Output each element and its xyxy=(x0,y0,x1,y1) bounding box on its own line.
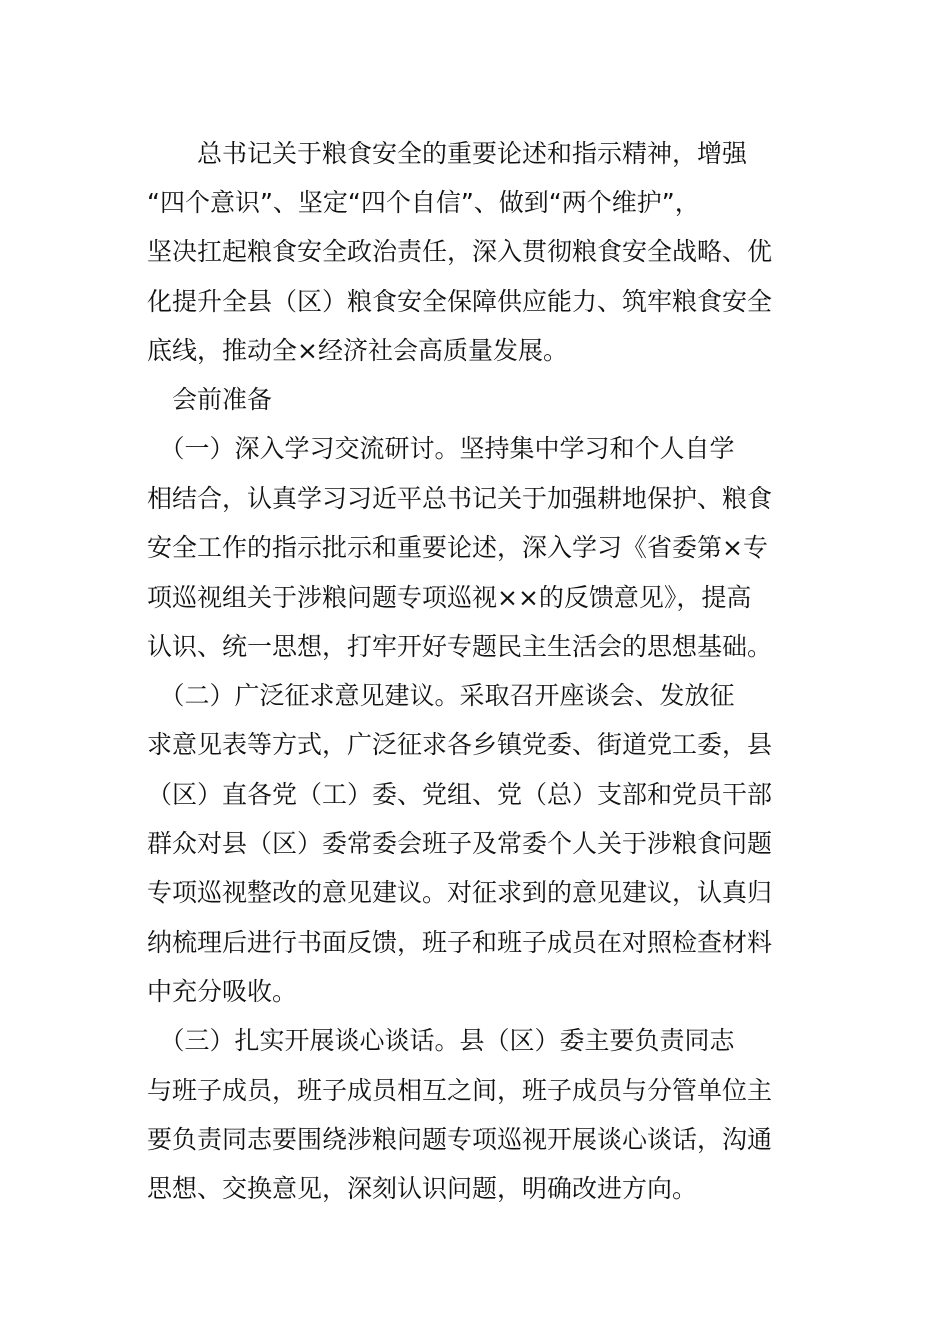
text-line: 安全工作的指示批示和重要论述，深入学习《省委第×专 xyxy=(147,533,768,562)
text-line: 底线，推动全×经济社会高质量发展。 xyxy=(147,336,568,365)
text-line: 纳梳理后进行书面反馈，班子和班子成员在对照检查材料 xyxy=(147,928,773,957)
text-line: 总书记关于粮食安全的重要论述和指示精神，增强 xyxy=(147,139,748,168)
text-line: 思想、交换意见，深刻认识问题，明确改进方向。 xyxy=(147,1174,698,1203)
text-line: 与班子成员，班子成员相互之间，班子成员与分管单位主 xyxy=(147,1076,773,1105)
text-line: 要负责同志要围绕涉粮问题专项巡视开展谈心谈话，沟通 xyxy=(147,1125,773,1154)
text-line: （一）深入学习交流研讨。坚持集中学习和个人自学 xyxy=(147,434,735,463)
section-heading: 会前准备 xyxy=(147,385,273,414)
text-line: 项巡视组关于涉粮问题专项巡视××的反馈意见》，提高 xyxy=(147,583,752,612)
text-line: “四个意识”、坚定“四个自信”、做到“两个维护”， xyxy=(147,188,700,217)
text-line: （三）扎实开展谈心谈话。县（区）委主要负责同志 xyxy=(147,1026,735,1055)
text-line: 认识、统一思想，打牢开好专题民主生活会的思想基础。 xyxy=(147,632,773,661)
text-line: 求意见表等方式，广泛征求各乡镇党委、街道党工委，县 xyxy=(147,730,773,759)
text-line: 中充分吸收。 xyxy=(147,977,298,1006)
text-line: （二）广泛征求意见建议。采取召开座谈会、发放征 xyxy=(147,681,735,710)
text-line: （区）直各党（工）委、党组、党（总）支部和党员干部 xyxy=(147,780,773,809)
text-line: 相结合，认真学习习近平总书记关于加强耕地保护、粮食 xyxy=(147,484,773,513)
text-line: 坚决扛起粮食安全政治责任，深入贯彻粮食安全战略、优 xyxy=(147,237,773,266)
text-line: 专项巡视整改的意见建议。对征求到的意见建议，认真归 xyxy=(147,878,773,907)
text-line: 群众对县（区）委常委会班子及常委个人关于涉粮食问题 xyxy=(147,829,773,858)
text-line: 化提升全县（区）粮食安全保障供应能力、筑牢粮食安全 xyxy=(147,287,773,316)
